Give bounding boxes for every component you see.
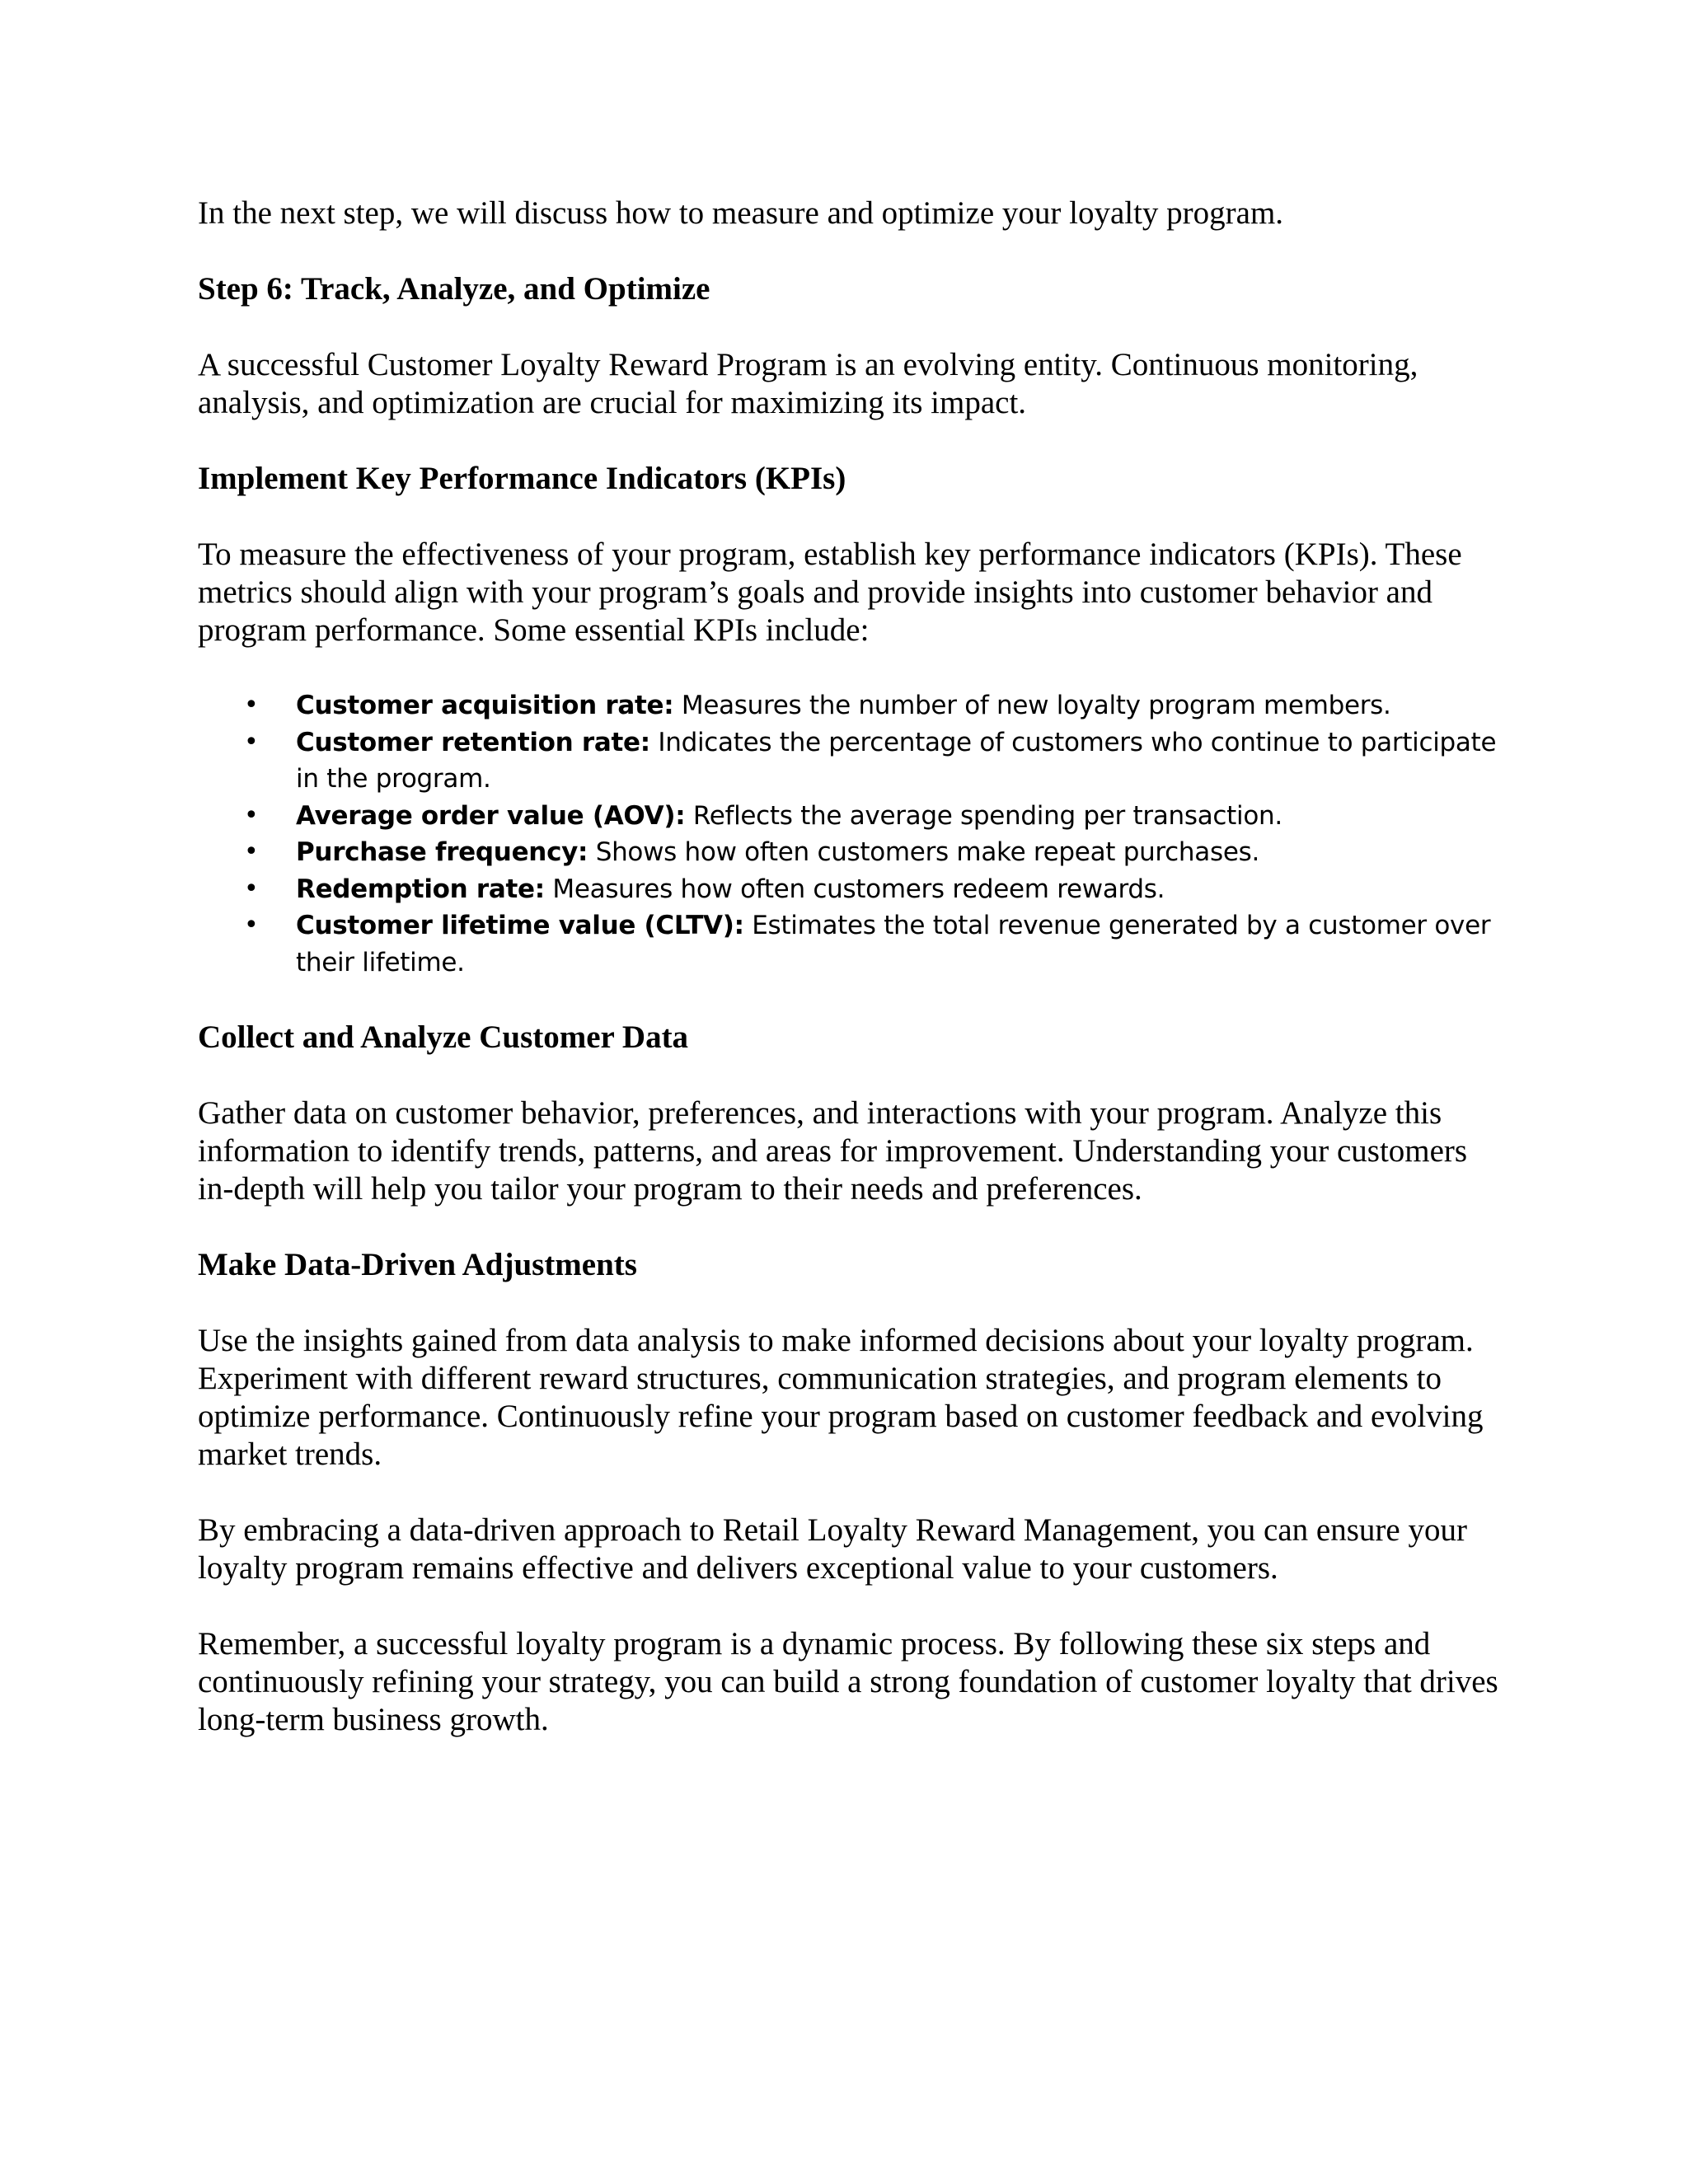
kpi-description: Indicates the percentage of customers who continue to participate in the program.: [296, 727, 1497, 794]
closing-paragraph-2: Remember, a successful loyalty program is a dynamic process. By following these six steps and continuously refining your strategy, you can build a strong foundation of customer loyalty that drives long-term business growth.: [198, 1626, 1498, 1737]
bullet-icon: •: [244, 691, 259, 719]
document-content: [198, 194, 1500, 1739]
data-section-paragraph: Gather data on customer behavior, preferences, and interactions with your program. Analyze this information to identify trends, patterns, and areas for improvement. Understanding your customers in-depth will help you tailor your program to their needs and preferences.: [198, 1095, 1468, 1207]
kpi-term: Customer acquisition rate:: [296, 691, 674, 720]
kpi-description: Estimates the total revenue generated by a customer over their lifetime.: [296, 911, 1491, 977]
kpi-description: Measures the number of new loyalty program members.: [673, 691, 1391, 720]
kpi-heading: Implement Key Performance Indicators (KPIs): [198, 461, 846, 496]
data-section-heading: Collect and Analyze Customer Data: [198, 1019, 689, 1055]
kpi-term: Redemption rate:: [296, 874, 545, 904]
list-item: [198, 871, 1500, 908]
intro-paragraph: In the next step, we will discuss how to measure and optimize your loyalty program.: [198, 195, 1284, 231]
kpi-list: [198, 687, 1500, 981]
kpi-description: Shows how often customers make repeat purchases.: [588, 837, 1259, 867]
bullet-icon: •: [244, 837, 259, 866]
kpi-term: Customer retention rate:: [296, 727, 650, 757]
bullet-icon: •: [244, 874, 259, 903]
kpi-body-paragraph: To measure the effectiveness of your program, establish key performance indicators (KPIs). These metrics should align with your program’s goals and provide insights into customer behavior and program performance. Some essential KPIs include:: [198, 537, 1462, 648]
list-item: [198, 907, 1500, 981]
step-body-paragraph: A successful Customer Loyalty Reward Program is an evolving entity. Continuous monitoring, analysis, and optimization are crucial for maximizing its impact.: [198, 347, 1418, 420]
list-item: [198, 724, 1500, 798]
adjust-section-heading: Make Data-Driven Adjustments: [198, 1247, 637, 1282]
bullet-icon: •: [244, 911, 259, 940]
kpi-term: Average order value (AOV):: [296, 800, 686, 831]
list-item: [198, 834, 1500, 871]
kpi-description: Reflects the average spending per transaction.: [685, 800, 1282, 831]
list-item: [198, 687, 1500, 724]
list-item: [198, 798, 1500, 835]
bullet-icon: •: [244, 727, 259, 757]
kpi-description: Measures how often customers redeem rewards.: [544, 874, 1165, 904]
kpi-term: Customer lifetime value (CLTV):: [296, 911, 744, 940]
bullet-icon: •: [244, 800, 259, 830]
kpi-term: Purchase frequency:: [296, 837, 588, 867]
step-heading: Step 6: Track, Analyze, and Optimize: [198, 271, 710, 307]
closing-paragraph-1: By embracing a data-driven approach to Retail Loyalty Reward Management, you can ensure your loyalty program remains effective and delivers exceptional value to your customers.: [198, 1512, 1467, 1586]
adjust-section-paragraph: Use the insights gained from data analysis to make informed decisions about your loyalty program. Experiment with different reward structures, communication strategies, and program elements to optimize performance. Continuously refine your program based on customer feedback and evolving market trends.: [198, 1323, 1484, 1472]
